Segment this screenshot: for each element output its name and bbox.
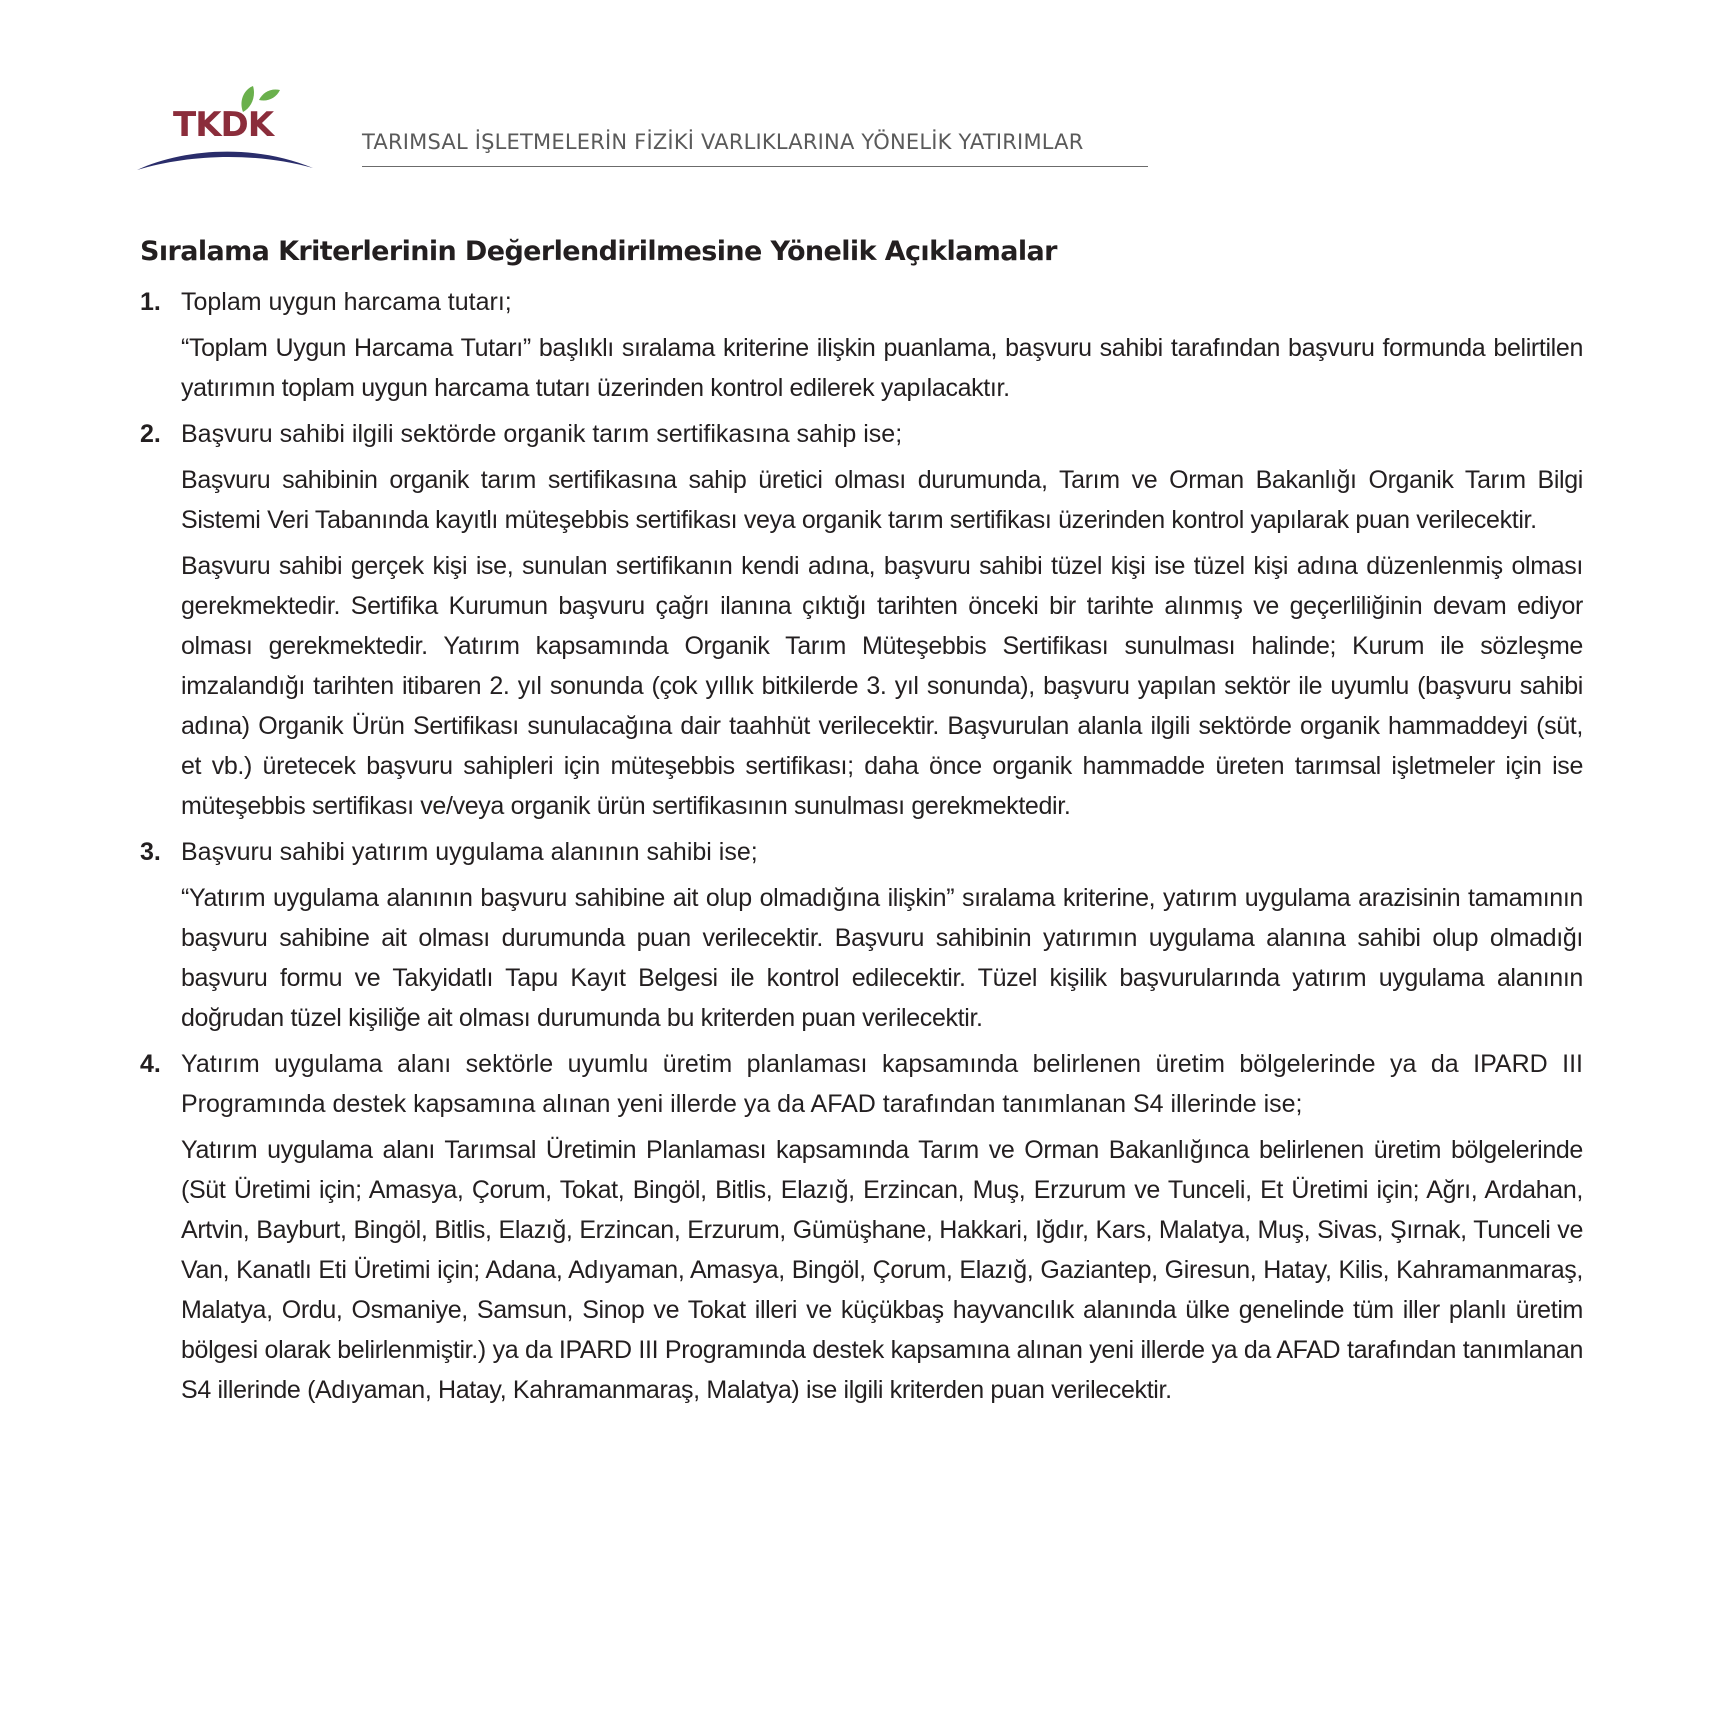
logo-text: TKDK — [173, 105, 274, 145]
item-paragraph: Yatırım uygulama alanı Tarımsal Üretimin Planlaması kapsamında Tarım ve Orman Bakanlığınca belirlenen üretim bölgelerinde (Süt Üretimi için; Amasya, Çorum, Tokat, Bingöl, Bitlis, Elazığ, Erzincan, Muş, Erzurum ve Tunceli, Et Üretimi için; Ağrı, Ardahan, Artvin, Bayburt, Bingöl, Bitlis, Elazığ, Erzincan, Erzurum, Gümüşhane, Hakkari, Iğdır, Kars, Malatya, Muş, Sivas, Şırnak, Tunceli ve Van, Kanatlı Eti Üretimi için; Adana, Adıyaman, Amasya, Bingöl, Çorum, Elazığ, Gaziantep, Giresun, Hatay, Kilis, Kahramanmaraş, Malatya, Ordu, Osmaniye, Samsun, Sinop ve Tokat illeri ve küçükbaş hayvancılık alanında ülke genelinde tüm iller planlı üretim bölgesi olarak belirlenmiştir.) ya da IPARD III Programında destek kapsamına alınan yeni illerde ya da AFAD tarafından tanımlanan S4 illerinde (Adıyaman, Hatay, Kahramanmaraş, Malatya) ise ilgili kriterden puan verilecektir. — [181, 1136, 1583, 1404]
criterion-item-2 — [140, 414, 1583, 826]
document-body — [140, 232, 1583, 1416]
item-number: 1. — [140, 288, 161, 316]
item-lead: Başvuru sahibi ilgili sektörde organik tarım sertifikasına sahip ise; — [181, 420, 903, 448]
item-lead: Başvuru sahibi yatırım uygulama alanının sahibi ise; — [181, 838, 758, 866]
item-number: 3. — [140, 838, 161, 866]
running-header-title: TARIMSAL İŞLETMELERİN FİZİKİ VARLIKLARINA YÖNELİK YATIRIMLAR — [362, 130, 1084, 154]
item-lead: Yatırım uygulama alanı sektörle uyumlu üretim planlaması kapsamında belirlenen üretim bölgelerinde ya da IPARD III Programında destek kapsamına alınan yeni illerde ya da AFAD tarafından tanımlanan S4 illerinde ise; — [181, 1050, 1583, 1118]
criterion-item-1 — [140, 282, 1583, 408]
header-rule — [362, 166, 1148, 167]
item-number: 2. — [140, 420, 161, 448]
item-paragraph: Başvuru sahibi gerçek kişi ise, sunulan sertifikanın kendi adına, başvuru sahibi tüzel kişi ise tüzel kişi adına düzenlenmiş olması gerekmektedir. Sertifika Kurumun başvuru çağrı ilanına çıktığı tarihten önceki bir tarihte alınmış ve geçerliliğinin devam ediyor olması gerekmektedir. Yatırım kapsamında Organik Tarım Müteşebbis Sertifikası sunulması halinde; Kurum ile sözleşme imzalandığı tarihten itibaren 2. yıl sonunda (çok yıllık bitkilerde 3. yıl sonunda), başvuru yapılan sektör ile uyumlu (başvuru sahibi adına) Organik Ürün Sertifikası sunulacağına dair taahhüt verilecektir. Başvurulan alanla ilgili sektörde organik hammaddeyi (süt, et vb.) üretecek başvuru sahipleri için müteşebbis sertifikası; daha önce organik hammadde üreten tarımsal işletmeler için ise müteşebbis sertifikası ve/veya organik ürün sertifikasının sunulması gerekmektedir. — [181, 552, 1583, 820]
item-paragraph: Başvuru sahibinin organik tarım sertifikasına sahip üretici olması durumunda, Tarım ve Orman Bakanlığı Organik Tarım Bilgi Sistemi Veri Tabanında kayıtlı müteşebbis sertifikası veya organik tarım sertifikası üzerinden kontrol yapılarak puan verilecektir. — [181, 466, 1583, 534]
item-paragraph: “Toplam Uygun Harcama Tutarı” başlıklı sıralama kriterine ilişkin puanlama, başvuru sahibi tarafından başvuru formunda belirtilen yatırımın toplam uygun harcama tutarı üzerinden kontrol edilerek yapılacaktır. — [181, 334, 1583, 402]
criterion-item-3 — [140, 832, 1583, 1038]
section-title: Sıralama Kriterlerinin Değerlendirilmesine Yönelik Açıklamalar — [140, 236, 1057, 267]
item-lead: Toplam uygun harcama tutarı; — [181, 288, 512, 316]
item-number: 4. — [140, 1050, 161, 1078]
criterion-item-4 — [140, 1044, 1583, 1410]
tkdk-logo — [135, 82, 315, 174]
running-header — [362, 128, 1148, 167]
item-paragraph: “Yatırım uygulama alanının başvuru sahibine ait olup olmadığına ilişkin” sıralama kriterine, yatırım uygulama arazisinin tamamının başvuru sahibine ait olması durumunda puan verilecektir. Başvuru sahibinin yatırımın uygulama alanına sahibi olup olmadığı başvuru formu ve Takyidatlı Tapu Kayıt Belgesi ile kontrol edilecektir. Tüzel kişilik başvurularında yatırım uygulama alanının doğrudan tüzel kişiliğe ait olması durumunda bu kriterden puan verilecektir. — [181, 884, 1583, 1032]
